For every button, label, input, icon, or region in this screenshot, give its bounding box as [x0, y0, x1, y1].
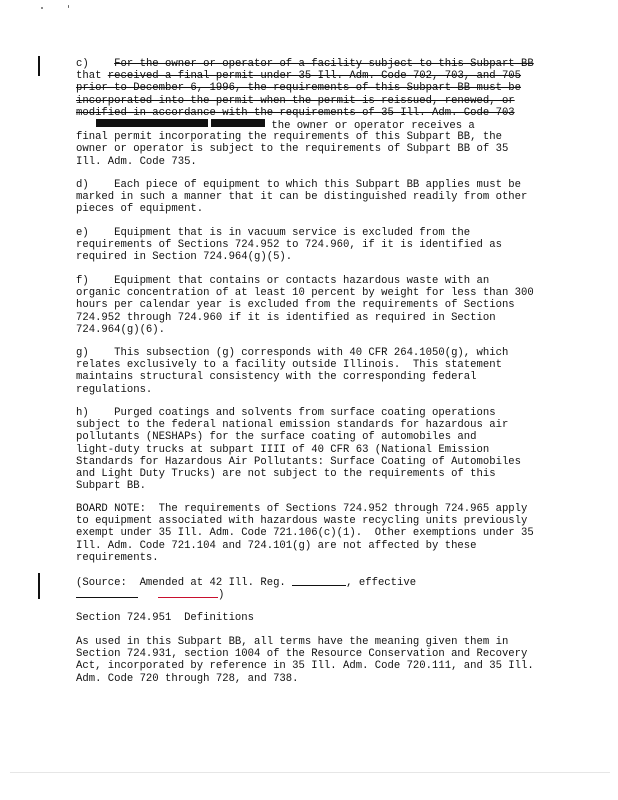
text-line: f) Equipment that contains or contacts hazardous waste with an: [76, 275, 490, 287]
text-line: h) Purged coatings and solvents from surface coating operations: [76, 407, 496, 419]
text-line: to equipment associated with hazardous waste recycling units previously: [76, 515, 528, 528]
text-line: g) This subsection (g) corresponds with 40 CFR 264.1050(g), which: [76, 347, 509, 359]
paragraph-c-line: owner or operator is subject to the requirements of Subpart BB of 35: [76, 143, 509, 156]
paragraph-c-line: modified in accordance with the requirements of 35 Ill. Adm. Code 703: [76, 106, 515, 119]
scan-speck: [41, 7, 43, 9]
paragraph-d: [76, 179, 546, 216]
redaction-mark: [211, 119, 265, 127]
text-line: light-duty trucks at subpart IIII of 40 CFR 63 (National Emission: [76, 443, 490, 456]
text-line: pollutants (NESHAPs) for the surface coating of automobiles and: [76, 431, 477, 444]
text-line: (Source: Amended at 42 Ill. Reg. , effective: [76, 577, 417, 589]
text-line: relates exclusively to a facility outside Illinois. This statement: [76, 359, 502, 372]
text-line: Standards for Hazardous Air Pollutants: Surface Coating of Automobiles: [76, 455, 522, 468]
text-line: hours per calendar year is excluded from the requirements of Sections: [76, 299, 515, 312]
effective-date-blank-red: [158, 587, 218, 598]
text-line: marked in such a manner that it can be distinguished readily from other: [76, 191, 528, 204]
effective-date-blank: [76, 587, 138, 598]
paragraph-c-line: prior to December 6, 1996, the requirements of this Subpart BB must be: [76, 82, 522, 95]
text-line: required in Section 724.964(g)(5).: [76, 251, 293, 264]
text-line: ): [76, 587, 546, 599]
text-line: requirements.: [76, 551, 159, 564]
redaction-mark: [96, 119, 208, 127]
page-edge-line: [10, 772, 610, 773]
paragraph-h: [76, 407, 546, 492]
text-line: Section 724.951 Definitions: [76, 612, 255, 624]
board-note: [76, 503, 546, 564]
paragraph-g: [76, 347, 546, 396]
text-line: maintains structural consistency with the corresponding federal: [76, 371, 477, 384]
text-line: requirements of Sections 724.952 to 724.960, if it is identified as: [76, 239, 502, 252]
definitions-paragraph: [76, 636, 546, 685]
text-line: 724.964(g)(6).: [76, 323, 166, 336]
text-line: e) Equipment that is in vacuum service is excluded from the: [76, 227, 471, 239]
text-line: Ill. Adm. Code 721.104 and 724.101(g) are not affected by these: [76, 539, 477, 552]
paragraph-c-line: Ill. Adm. Code 735.: [76, 155, 197, 168]
paragraph-c-line: the owner or operator receives a: [76, 119, 546, 131]
scan-speck: [68, 5, 69, 8]
text-line: d) Each piece of equipment to which this Subpart BB applies must be: [76, 179, 522, 191]
text-line: Act, incorporated by reference in 35 Ill. Adm. Code 720.111, and 35 Ill.: [76, 660, 534, 673]
text-line: regulations.: [76, 383, 153, 396]
text-line: Section 724.931, section 1004 of the Resource Conservation and Recovery: [76, 648, 528, 661]
text-line: As used in this Subpart BB, all terms have the meaning given them in: [76, 636, 509, 648]
paragraph-e: [76, 227, 546, 264]
text-line: and Light Duty Trucks) are not subject to the requirements of this: [76, 467, 496, 480]
text-line: subject to the federal national emission standards for hazardous air: [76, 419, 509, 432]
register-page-blank: [292, 575, 346, 586]
text-line: BOARD NOTE: The requirements of Sections 724.952 through 724.965 apply: [76, 503, 528, 515]
text-line: pieces of equipment.: [76, 203, 204, 216]
paragraph-f: [76, 275, 546, 336]
text-line: 724.952 through 724.960 if it is identified as required in Section: [76, 311, 496, 324]
paragraph-c-line: c) For the owner or operator of a facility subject to this Subpart BB: [76, 58, 534, 70]
paragraph-c-line: that received a final permit under 35 Ill. Adm. Code 702, 703, and 705: [76, 70, 522, 83]
text-line: Adm. Code 720 through 728, and 738.: [76, 672, 299, 685]
text-line: exempt under 35 Ill. Adm. Code 721.106(c)(1). Other exemptions under 35: [76, 527, 534, 540]
change-bar-top: [38, 56, 40, 76]
paragraph-c-line: incorporated into the permit when the permit is reissued, renewed, or: [76, 94, 515, 107]
section-heading: [76, 612, 546, 624]
paragraph-c-line: final permit incorporating the requirements of this Subpart BB, the: [76, 131, 502, 144]
change-bar-source: [38, 573, 40, 599]
paragraph-c: [76, 58, 546, 168]
source-note: [76, 575, 546, 602]
text-line: Subpart BB.: [76, 480, 146, 493]
text-line: organic concentration of at least 10 percent by weight for less than 300: [76, 287, 534, 300]
